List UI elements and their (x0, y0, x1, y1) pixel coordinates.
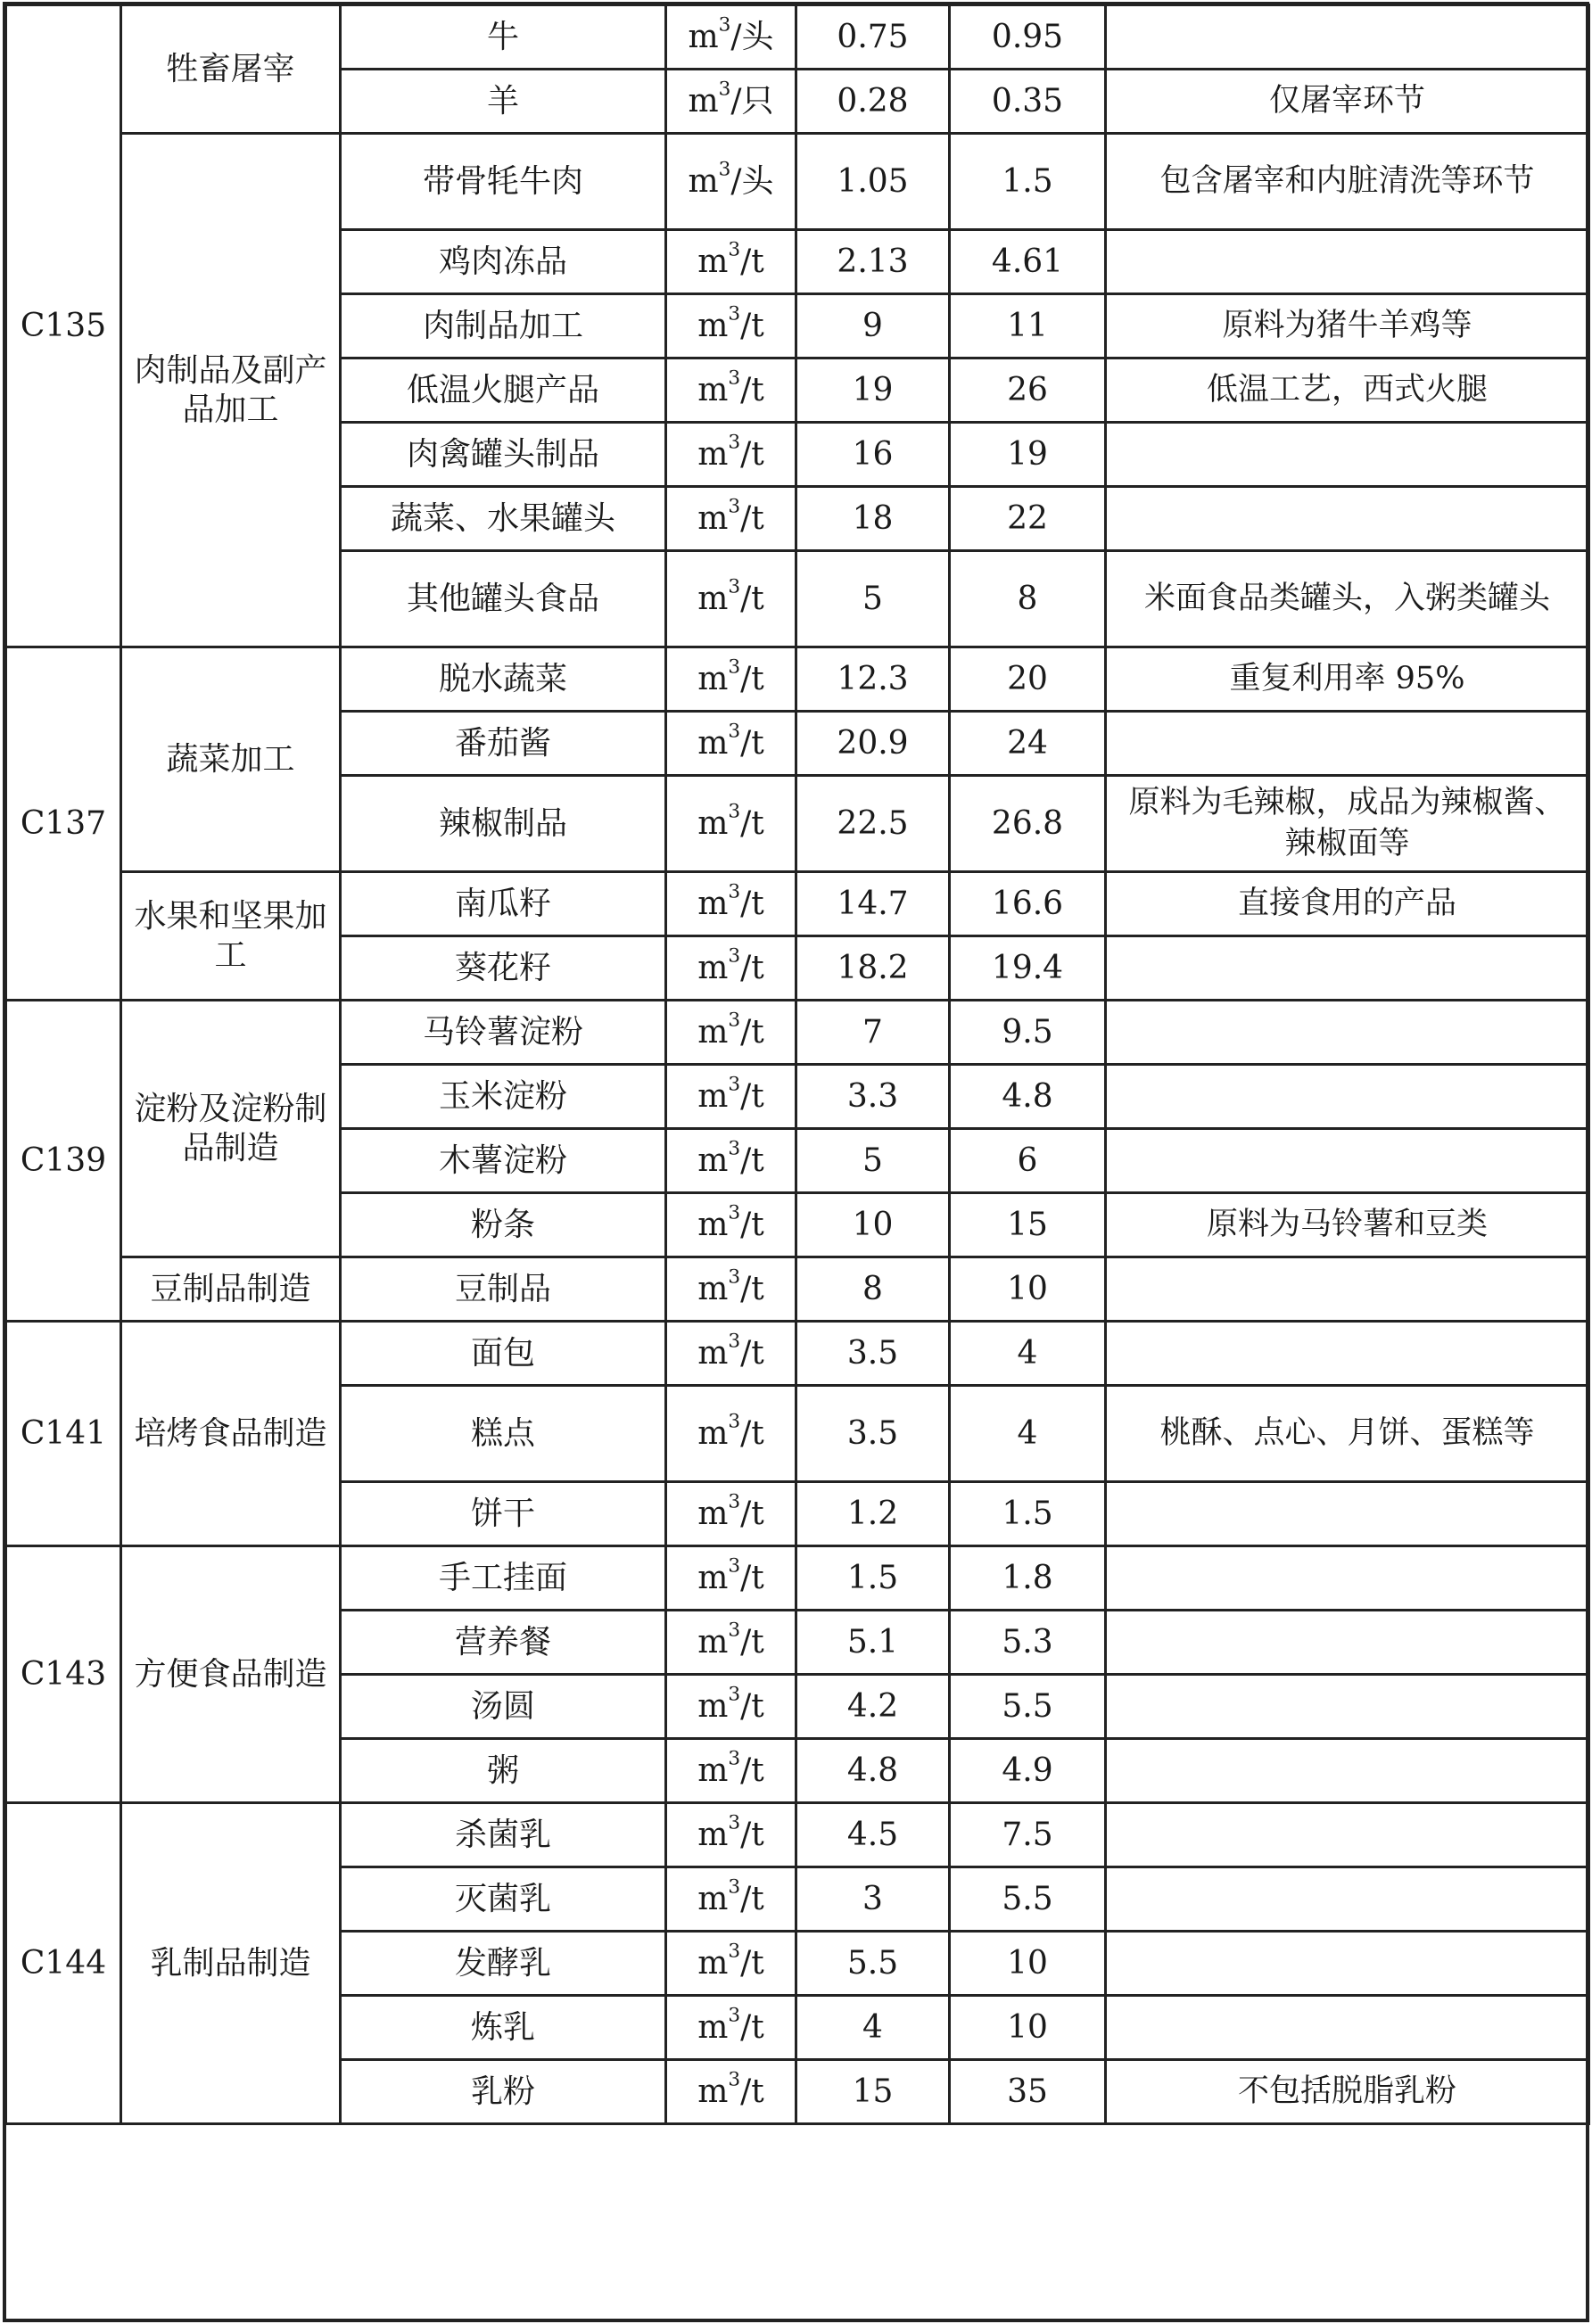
quota-value-1-cell: 18 (796, 487, 950, 551)
table-row (6, 134, 1589, 230)
category-name-cell: 培烤食品制造 (121, 1322, 341, 1546)
quota-value-1-cell: 9 (796, 294, 950, 358)
unit-cell (666, 358, 796, 423)
product-name-cell: 饼干 (341, 1482, 666, 1546)
unit-base: m (697, 1077, 729, 1115)
unit-base: m (697, 1141, 729, 1179)
remark-cell (1106, 230, 1589, 294)
quota-value-1-cell: 3.5 (796, 1386, 950, 1482)
unit-exponent: 3 (728, 1330, 741, 1353)
unit-exponent: 3 (728, 800, 741, 823)
unit-suffix: /t (740, 949, 764, 986)
remark-cell: 重复利用率 95% (1106, 647, 1589, 712)
product-name-cell: 脱水蔬菜 (341, 647, 666, 712)
quota-value-1-cell: 19 (796, 358, 950, 423)
quota-value-2-cell: 4.8 (950, 1065, 1106, 1129)
unit-exponent: 3 (728, 575, 741, 598)
unit-cell (666, 487, 796, 551)
unit-exponent: 3 (728, 302, 741, 326)
remark-cell: 桃酥、点心、月饼、蛋糕等 (1106, 1386, 1589, 1482)
quota-value-1-cell: 1.2 (796, 1482, 950, 1546)
unit-exponent: 3 (728, 367, 741, 390)
unit-suffix: /t (740, 1013, 764, 1051)
quota-value-2-cell: 24 (950, 712, 1106, 776)
unit-base: m (697, 2008, 729, 2046)
unit-exponent: 3 (728, 1811, 741, 1834)
category-name-cell: 乳制品制造 (121, 1803, 341, 2124)
quota-value-1-cell: 7 (796, 1001, 950, 1065)
quota-value-1-cell: 15 (796, 2060, 950, 2124)
unit-base: m (697, 660, 729, 697)
unit-exponent: 3 (728, 944, 741, 968)
category-name-cell: 方便食品制造 (121, 1546, 341, 1803)
remark-cell (1106, 1546, 1589, 1611)
unit-suffix: /t (740, 1414, 764, 1452)
unit-exponent: 3 (728, 1201, 741, 1224)
unit-suffix: /t (740, 1944, 764, 1982)
unit-suffix: /t (740, 1751, 764, 1789)
unit-suffix: /t (740, 1334, 764, 1372)
table-row (6, 1546, 1589, 1611)
quota-value-2-cell: 22 (950, 487, 1106, 551)
industry-code-cell: C139 (6, 1001, 121, 1322)
unit-base: m (697, 1414, 729, 1452)
unit-cell (666, 1322, 796, 1386)
unit-suffix: /t (740, 580, 764, 617)
unit-cell (666, 551, 796, 647)
unit-suffix: /t (740, 1270, 764, 1307)
category-name-cell: 淀粉及淀粉制品制造 (121, 1001, 341, 1257)
unit-exponent: 3 (728, 1490, 741, 1513)
table-row (6, 5, 1589, 70)
remark-cell: 原料为猪牛羊鸡等 (1106, 294, 1589, 358)
unit-exponent: 3 (728, 1619, 741, 1642)
product-name-cell: 南瓜籽 (341, 872, 666, 936)
unit-exponent: 3 (728, 1875, 741, 1899)
quota-value-1-cell: 5.5 (796, 1932, 950, 1996)
unit-suffix: /t (740, 435, 764, 473)
remark-cell (1106, 1996, 1589, 2060)
quota-value-2-cell: 10 (950, 1996, 1106, 2060)
table-row (6, 1257, 1589, 1322)
unit-exponent: 3 (728, 1009, 741, 1032)
product-name-cell: 牛 (341, 5, 666, 70)
remark-cell: 不包括脱脂乳粉 (1106, 2060, 1589, 2124)
unit-exponent: 3 (728, 1683, 741, 1706)
unit-suffix: /t (740, 1816, 764, 1853)
unit-cell (666, 1867, 796, 1932)
unit-base: m (697, 1816, 729, 1853)
product-name-cell: 带骨牦牛肉 (341, 134, 666, 230)
product-name-cell: 肉制品加工 (341, 294, 666, 358)
quota-value-1-cell: 8 (796, 1257, 950, 1322)
remark-cell: 低温工艺，西式火腿 (1106, 358, 1589, 423)
product-name-cell: 豆制品 (341, 1257, 666, 1322)
remark-cell (1106, 712, 1589, 776)
unit-suffix: /t (740, 2073, 764, 2110)
unit-base: m (697, 580, 729, 617)
unit-exponent: 3 (728, 1265, 741, 1289)
quota-value-2-cell: 1.5 (950, 1482, 1106, 1546)
unit-base: m (697, 1013, 729, 1051)
quota-value-1-cell: 4.5 (796, 1803, 950, 1867)
product-name-cell: 蔬菜、水果罐头 (341, 487, 666, 551)
product-name-cell: 马铃薯淀粉 (341, 1001, 666, 1065)
table-row (6, 647, 1589, 712)
unit-base: m (697, 1687, 729, 1725)
product-name-cell: 辣椒制品 (341, 776, 666, 872)
unit-exponent: 3 (728, 880, 741, 903)
unit-cell (666, 712, 796, 776)
unit-exponent: 3 (728, 1410, 741, 1433)
quota-value-2-cell: 26.8 (950, 776, 1106, 872)
unit-exponent: 3 (718, 78, 731, 101)
quota-value-2-cell: 15 (950, 1193, 1106, 1257)
quota-value-1-cell: 18.2 (796, 936, 950, 1001)
unit-cell (666, 294, 796, 358)
unit-suffix: /t (740, 1077, 764, 1115)
quota-value-2-cell: 11 (950, 294, 1106, 358)
quota-value-1-cell: 3 (796, 1867, 950, 1932)
unit-cell (666, 872, 796, 936)
table-row (6, 1001, 1589, 1065)
unit-exponent: 3 (728, 720, 741, 743)
quota-value-2-cell: 10 (950, 1932, 1106, 1996)
quota-value-2-cell: 16.6 (950, 872, 1106, 936)
quota-value-1-cell: 5.1 (796, 1611, 950, 1675)
quota-value-1-cell: 14.7 (796, 872, 950, 936)
remark-cell (1106, 1257, 1589, 1322)
quota-value-2-cell: 35 (950, 2060, 1106, 2124)
table-body (6, 5, 1589, 2124)
unit-suffix: /t (740, 2008, 764, 2046)
quota-value-2-cell: 0.35 (950, 70, 1106, 134)
category-name-cell: 肉制品及副产品加工 (121, 134, 341, 647)
unit-suffix: /t (740, 243, 764, 280)
unit-base: m (697, 804, 729, 842)
unit-suffix: /t (740, 1623, 764, 1661)
water-quota-table (4, 4, 1590, 2125)
quota-value-1-cell: 16 (796, 423, 950, 487)
unit-cell (666, 936, 796, 1001)
unit-exponent: 3 (728, 2004, 741, 2027)
product-name-cell: 乳粉 (341, 2060, 666, 2124)
unit-exponent: 3 (728, 1137, 741, 1160)
product-name-cell: 糕点 (341, 1386, 666, 1482)
product-name-cell: 低温火腿产品 (341, 358, 666, 423)
unit-cell (666, 1546, 796, 1611)
unit-cell (666, 1001, 796, 1065)
unit-base: m (697, 435, 729, 473)
quota-value-1-cell: 10 (796, 1193, 950, 1257)
quota-value-2-cell: 4.9 (950, 1739, 1106, 1803)
unit-exponent: 3 (718, 158, 731, 181)
remark-cell (1106, 1001, 1589, 1065)
unit-suffix: /t (740, 307, 764, 344)
quota-value-1-cell: 0.28 (796, 70, 950, 134)
category-name-cell: 水果和坚果加工 (121, 872, 341, 1001)
unit-base: m (697, 949, 729, 986)
category-name-cell: 豆制品制造 (121, 1257, 341, 1322)
quota-value-1-cell: 4 (796, 1996, 950, 2060)
unit-exponent: 3 (728, 238, 741, 261)
quota-value-1-cell: 22.5 (796, 776, 950, 872)
table-row (6, 872, 1589, 936)
unit-base: m (697, 307, 729, 344)
unit-base: m (697, 1206, 729, 1243)
remark-cell (1106, 423, 1589, 487)
unit-exponent: 3 (728, 655, 741, 679)
product-name-cell: 面包 (341, 1322, 666, 1386)
remark-cell (1106, 1675, 1589, 1739)
unit-cell (666, 1996, 796, 2060)
unit-cell (666, 1739, 796, 1803)
unit-exponent: 3 (728, 2068, 741, 2091)
unit-cell (666, 1193, 796, 1257)
quota-value-1-cell: 1.5 (796, 1546, 950, 1611)
quota-value-1-cell: 5 (796, 1129, 950, 1193)
quota-value-2-cell: 5.5 (950, 1867, 1106, 1932)
remark-cell: 原料为马铃薯和豆类 (1106, 1193, 1589, 1257)
quota-value-2-cell: 4 (950, 1322, 1106, 1386)
unit-exponent: 3 (728, 1073, 741, 1096)
industry-code-cell: C137 (6, 647, 121, 1001)
quota-value-2-cell: 5.5 (950, 1675, 1106, 1739)
unit-base: m (697, 724, 729, 762)
unit-base: m (697, 1495, 729, 1532)
product-name-cell: 灭菌乳 (341, 1867, 666, 1932)
unit-base: m (688, 162, 719, 200)
quota-value-1-cell: 3.5 (796, 1322, 950, 1386)
quota-value-2-cell: 6 (950, 1129, 1106, 1193)
unit-suffix: /t (740, 1206, 764, 1243)
quota-value-2-cell: 1.5 (950, 134, 1106, 230)
quota-value-2-cell: 26 (950, 358, 1106, 423)
product-name-cell: 营养餐 (341, 1611, 666, 1675)
quota-value-2-cell: 1.8 (950, 1546, 1106, 1611)
unit-base: m (697, 1334, 729, 1372)
product-name-cell: 玉米淀粉 (341, 1065, 666, 1129)
unit-cell (666, 2060, 796, 2124)
unit-cell (666, 1065, 796, 1129)
unit-cell (666, 1803, 796, 1867)
unit-cell (666, 647, 796, 712)
unit-suffix: /t (740, 1141, 764, 1179)
product-name-cell: 番茄酱 (341, 712, 666, 776)
remark-cell (1106, 1739, 1589, 1803)
unit-base: m (697, 371, 729, 408)
unit-cell (666, 134, 796, 230)
quota-value-2-cell: 20 (950, 647, 1106, 712)
unit-suffix: /t (740, 660, 764, 697)
unit-exponent: 3 (728, 1554, 741, 1578)
product-name-cell: 炼乳 (341, 1996, 666, 2060)
unit-cell (666, 5, 796, 70)
product-name-cell: 羊 (341, 70, 666, 134)
industry-code-cell: C144 (6, 1803, 121, 2124)
quota-value-1-cell: 4.8 (796, 1739, 950, 1803)
unit-base: m (688, 18, 719, 55)
quota-value-2-cell: 4 (950, 1386, 1106, 1482)
remark-cell (1106, 1803, 1589, 1867)
product-name-cell: 手工挂面 (341, 1546, 666, 1611)
unit-cell (666, 70, 796, 134)
remark-cell (1106, 1611, 1589, 1675)
unit-exponent: 3 (718, 13, 731, 37)
unit-base: m (697, 2073, 729, 2110)
unit-exponent: 3 (728, 1747, 741, 1770)
quota-value-1-cell: 4.2 (796, 1675, 950, 1739)
remark-cell (1106, 1867, 1589, 1932)
unit-exponent: 3 (728, 431, 741, 454)
unit-cell (666, 1482, 796, 1546)
product-name-cell: 鸡肉冻品 (341, 230, 666, 294)
unit-cell (666, 1932, 796, 1996)
unit-cell (666, 1386, 796, 1482)
quota-value-1-cell: 1.05 (796, 134, 950, 230)
quota-value-2-cell: 19 (950, 423, 1106, 487)
quota-value-1-cell: 12.3 (796, 647, 950, 712)
unit-suffix: /只 (730, 82, 774, 119)
product-name-cell: 发酵乳 (341, 1932, 666, 1996)
product-name-cell: 粥 (341, 1739, 666, 1803)
unit-base: m (697, 1751, 729, 1789)
industry-code-cell: C135 (6, 5, 121, 647)
quota-value-1-cell: 5 (796, 551, 950, 647)
category-name-cell: 牲畜屠宰 (121, 5, 341, 134)
quota-value-2-cell: 7.5 (950, 1803, 1106, 1867)
remark-cell: 仅屠宰环节 (1106, 70, 1589, 134)
unit-base: m (688, 82, 719, 119)
unit-base: m (697, 1623, 729, 1661)
unit-suffix: /t (740, 1880, 764, 1917)
unit-suffix: /t (740, 1559, 764, 1596)
remark-cell (1106, 487, 1589, 551)
unit-suffix: /t (740, 1687, 764, 1725)
product-name-cell: 葵花籽 (341, 936, 666, 1001)
product-name-cell: 木薯淀粉 (341, 1129, 666, 1193)
remark-cell (1106, 936, 1589, 1001)
unit-exponent: 3 (728, 495, 741, 518)
quota-value-2-cell: 9.5 (950, 1001, 1106, 1065)
unit-suffix: /t (740, 371, 764, 408)
remark-cell (1106, 1482, 1589, 1546)
quota-value-2-cell: 10 (950, 1257, 1106, 1322)
quota-value-1-cell: 20.9 (796, 712, 950, 776)
unit-suffix: /t (740, 804, 764, 842)
remark-cell (1106, 1129, 1589, 1193)
remark-cell: 原料为毛辣椒，成品为辣椒酱、辣椒面等 (1106, 776, 1589, 872)
remark-cell (1106, 1065, 1589, 1129)
unit-cell (666, 1611, 796, 1675)
quota-value-2-cell: 8 (950, 551, 1106, 647)
unit-suffix: /头 (730, 18, 774, 55)
table-row (6, 1322, 1589, 1386)
unit-cell (666, 1675, 796, 1739)
quota-value-1-cell: 0.75 (796, 5, 950, 70)
unit-base: m (697, 1944, 729, 1982)
remark-cell: 包含屠宰和内脏清洗等环节 (1106, 134, 1589, 230)
remark-cell (1106, 1932, 1589, 1996)
unit-cell (666, 1257, 796, 1322)
product-name-cell: 粉条 (341, 1193, 666, 1257)
product-name-cell: 其他罐头食品 (341, 551, 666, 647)
unit-suffix: /t (740, 885, 764, 922)
unit-suffix: /t (740, 499, 764, 537)
remark-cell (1106, 5, 1589, 70)
industry-code-cell: C143 (6, 1546, 121, 1803)
product-name-cell: 汤圆 (341, 1675, 666, 1739)
product-name-cell: 杀菌乳 (341, 1803, 666, 1867)
unit-base: m (697, 885, 729, 922)
unit-cell (666, 776, 796, 872)
unit-base: m (697, 1559, 729, 1596)
unit-suffix: /t (740, 1495, 764, 1532)
industry-code-cell: C141 (6, 1322, 121, 1546)
quota-value-2-cell: 19.4 (950, 936, 1106, 1001)
remark-cell (1106, 1322, 1589, 1386)
remark-cell: 直接食用的产品 (1106, 872, 1589, 936)
category-name-cell: 蔬菜加工 (121, 647, 341, 872)
unit-base: m (697, 499, 729, 537)
unit-exponent: 3 (728, 1940, 741, 1963)
unit-suffix: /t (740, 724, 764, 762)
unit-cell (666, 423, 796, 487)
table-row (6, 1803, 1589, 1867)
quota-value-1-cell: 2.13 (796, 230, 950, 294)
unit-base: m (697, 1270, 729, 1307)
unit-suffix: /头 (730, 162, 774, 200)
unit-cell (666, 1129, 796, 1193)
remark-cell: 米面食品类罐头，入粥类罐头 (1106, 551, 1589, 647)
quota-value-2-cell: 0.95 (950, 5, 1106, 70)
product-name-cell: 肉禽罐头制品 (341, 423, 666, 487)
unit-cell (666, 230, 796, 294)
unit-base: m (697, 243, 729, 280)
quota-value-2-cell: 4.61 (950, 230, 1106, 294)
quota-value-1-cell: 3.3 (796, 1065, 950, 1129)
quota-value-2-cell: 5.3 (950, 1611, 1106, 1675)
unit-base: m (697, 1880, 729, 1917)
